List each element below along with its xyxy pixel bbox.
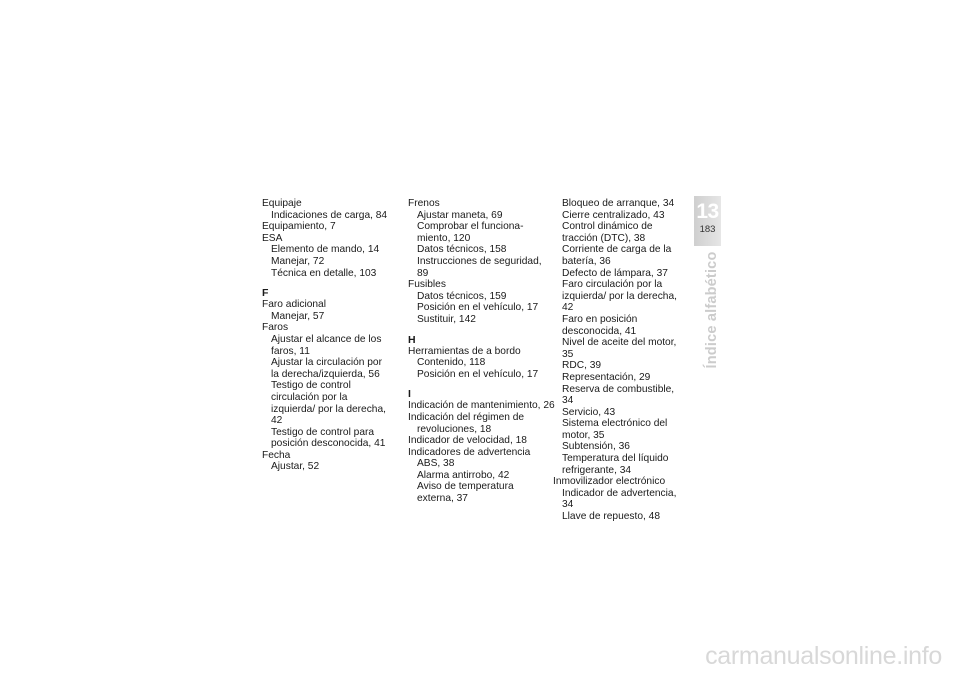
- index-entry: [262, 198, 392, 221]
- index-subentry: Corriente de carga de la batería, 36: [562, 244, 672, 267]
- index-letter: I: [408, 388, 411, 401]
- index-entry-heading: Frenos: [408, 198, 440, 209]
- index-subentry: Ajustar la circulación por la derecha/izquierda, 56: [271, 357, 382, 380]
- index-entry: [262, 322, 392, 450]
- index-subentry: Bloqueo de arranque, 34: [562, 198, 675, 209]
- index-entry: [408, 447, 544, 505]
- index-entry: [408, 400, 555, 412]
- index-subentry: Indicaciones de carga, 84: [271, 209, 388, 221]
- index-entry-heading: Indicador de velocidad, 18: [408, 435, 527, 447]
- index-entry: [408, 435, 544, 447]
- index-entry: [408, 412, 544, 435]
- index-subentry: ABS, 38: [417, 458, 455, 470]
- index-entry-heading: Fusibles: [408, 279, 446, 291]
- index-subentry: Testigo de control para posición desconocida, 41: [271, 426, 386, 450]
- index-subentry: Datos técnicos, 158: [417, 244, 507, 256]
- index-subentry: Manejar, 72: [271, 255, 325, 267]
- index-subentry: Nivel de aceite del motor, 35: [562, 337, 677, 360]
- index-subentry: Temperatura del líquido refrigerante, 34: [562, 453, 669, 476]
- index-subentry: Datos técnicos, 159: [417, 290, 507, 302]
- index-letter: F: [262, 287, 269, 300]
- index-entry: [408, 279, 544, 325]
- index-entry-heading: Equipaje: [262, 198, 302, 209]
- index-entry-heading: Faro adicional: [262, 299, 326, 311]
- index-subentry: Faro circulación por la izquierda/ por la derecha, 42: [562, 279, 677, 314]
- index-subentry: Reserva de combustible, 34: [562, 383, 675, 407]
- index-entry-heading: Indicadores de advertencia: [408, 446, 531, 458]
- index-subentry: Representación, 29: [562, 371, 651, 383]
- index-subentry: Posición en el vehículo, 17: [417, 368, 539, 380]
- index-subentry: Control dinámico de tracción (DTC), 38: [562, 221, 653, 244]
- index-entry: [553, 198, 685, 476]
- chapter-number: 13: [696, 200, 719, 223]
- index-entry-heading: Fecha: [262, 449, 291, 461]
- index-subentry: Faro en posición desconocida, 41: [562, 313, 638, 337]
- index-subentry: Contenido, 118: [417, 357, 486, 369]
- index-entry: [408, 346, 544, 381]
- index-column-1: [262, 198, 392, 473]
- index-entry: [553, 476, 685, 522]
- watermark: carmanualsonline.info: [705, 642, 942, 670]
- index-entry-heading: Inmovilizador electrónico: [553, 476, 666, 488]
- index-subentry: Servicio, 43: [562, 406, 616, 418]
- index-subentry: Técnica en detalle, 103: [271, 267, 377, 279]
- index-entry-heading: Faros: [262, 322, 289, 334]
- index-subentry: Subtensión, 36: [562, 441, 630, 453]
- index-column-3: [553, 198, 685, 523]
- index-entry-heading: Herramientas de a bordo: [408, 345, 521, 357]
- chapter-title: Índice alfabético: [704, 251, 720, 369]
- index-entry-heading: Indicación de mantenimiento, 26: [408, 400, 555, 412]
- index-subentry: Indicador de advertencia, 34: [562, 487, 677, 511]
- index-subentry: Ajustar el alcance de los faros, 11: [271, 333, 382, 357]
- page-number: 183: [699, 224, 716, 235]
- index-entry: [262, 233, 392, 279]
- index-subentry: Testigo de control circulación por la izquierda/ por la derecha, 42: [271, 380, 386, 427]
- index-subentry: Instrucciones de seguridad, 89: [417, 255, 542, 279]
- index-subentry: Elemento de mando, 14: [271, 244, 380, 256]
- index-subentry: RDC, 39: [562, 360, 602, 372]
- index-entry-heading: Equipamiento, 7: [262, 221, 336, 233]
- index-entry: [262, 299, 392, 322]
- index-subentry: Ajustar maneta, 69: [417, 209, 503, 221]
- index-subentry: Alarma antirrobo, 42: [417, 469, 510, 481]
- index-subentry: Comprobar el funciona-miento, 120: [417, 221, 524, 244]
- index-entry: [262, 450, 392, 473]
- index-subentry: Posición en el vehículo, 17: [417, 302, 539, 314]
- chapter-tab: [694, 196, 721, 246]
- index-entry-heading: Indicación del régimen de: [408, 411, 525, 423]
- index-letter: H: [408, 333, 416, 346]
- index-subentry: Sustituir, 142: [417, 313, 476, 325]
- index-subentry: Llave de repuesto, 48: [562, 511, 660, 523]
- index-subentry: Cierre centralizado, 43: [562, 209, 665, 221]
- index-subentry: revoluciones, 18: [417, 423, 492, 435]
- index-subentry: Manejar, 57: [271, 310, 325, 322]
- index-subentry: Sistema electrónico del motor, 35: [562, 418, 668, 441]
- index-subentry: Aviso de temperatura externa, 37: [417, 481, 514, 505]
- index-column-2: [408, 198, 555, 505]
- index-entry: [408, 198, 544, 279]
- index-entry-heading: ESA: [262, 232, 283, 244]
- index-subentry: Ajustar, 52: [271, 461, 320, 473]
- index-entry: [262, 221, 392, 233]
- index-subentry: Defecto de lámpara, 37: [562, 267, 668, 279]
